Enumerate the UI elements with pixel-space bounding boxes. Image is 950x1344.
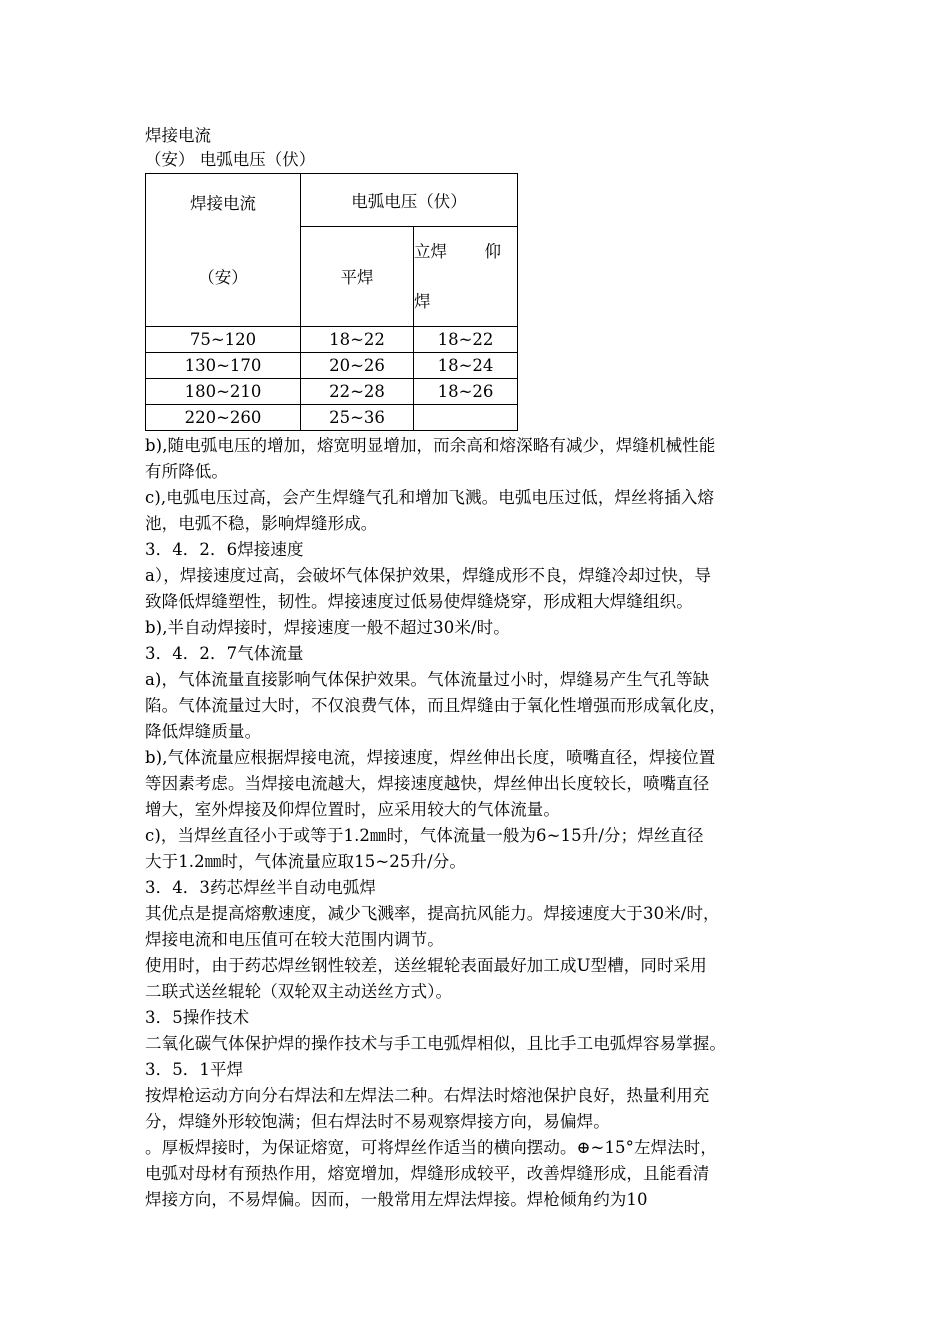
body-line: 3．5操作技术	[145, 1008, 250, 1027]
header-line: （安） 电弧电压（伏）	[145, 150, 316, 169]
table-row	[146, 379, 518, 405]
header-vertical-label: 立焊	[414, 241, 447, 261]
body-line: a)，气体流量直接影响气体保护效果。气体流量过小时，焊缝易产生气孔等缺	[145, 670, 710, 689]
body-line: 焊接方向，不易焊偏。因而，一般常用左焊法焊接。焊枪倾角约为10	[145, 1190, 648, 1209]
body-line: b),半自动焊接时，焊接速度一般不超过30米/时。	[145, 618, 510, 637]
body-line: 其优点是提高熔敷速度，减少飞溅率，提高抗风能力。焊接速度大于30米/时，	[145, 904, 720, 923]
body-line: 增大，室外焊接及仰焊位置时，应采用较大的气体流量。	[145, 800, 560, 819]
body-line: b),随电弧电压的增加，熔宽明显增加，而余高和熔深略有减少，焊缝机械性能	[145, 436, 716, 455]
body-line: 3．5．1平焊	[145, 1060, 244, 1079]
header-voltage-cell: 电弧电压（伏）	[301, 174, 518, 227]
header-flat-cell: 平焊	[301, 226, 414, 326]
body-line: 分，焊缝外形较饱满；但右焊法时不易观察焊接方向，易偏焊。	[145, 1112, 610, 1131]
body-line: 等因素考虑。当焊接电流越大，焊接速度越快，焊丝伸出长度较长，喷嘴直径	[145, 774, 710, 793]
cell-current: 180~210	[146, 379, 301, 405]
body-line: b),气体流量应根据焊接电流，焊接速度，焊丝伸出长度，喷嘴直径，焊接位置	[145, 748, 716, 767]
cell-flat: 20~26	[301, 353, 414, 379]
body-line: 使用时，由于药芯焊丝钢性较差，送丝辊轮表面最好加工成U型槽，同时采用	[145, 956, 707, 975]
body-line: c),电弧电压过高，会产生焊缝气孔和增加飞溅。电弧电压过低，焊丝将插入熔	[145, 488, 715, 507]
body-line: 按焊枪运动方向分右焊法和左焊法二种。右焊法时熔池保护良好，热量利用充	[145, 1086, 710, 1105]
table-row	[146, 405, 518, 431]
header-current-label: 焊接电流	[190, 194, 256, 213]
body-line: c)，当焊丝直径小于或等于1.2㎜时，气体流量一般为6~15升/分；焊丝直径	[145, 826, 704, 845]
body-line: 致降低焊缝塑性，韧性。焊接速度过低易使焊缝烧穿，形成粗大焊缝组织。	[145, 592, 693, 611]
header-overhead-label-cont: 焊	[414, 291, 431, 311]
header-current-cell	[146, 174, 301, 327]
body-line: 降低焊缝质量。	[145, 722, 262, 741]
cell-vertical: 18~26	[414, 379, 518, 405]
cell-current: 130~170	[146, 353, 301, 379]
header-lines	[145, 124, 815, 172]
body-text	[145, 433, 815, 1213]
cell-flat: 22~28	[301, 379, 414, 405]
body-line: 焊接电流和电压值可在较大范围内调节。	[145, 930, 444, 949]
cell-flat: 25~36	[301, 405, 414, 431]
body-line: 。厚板焊接时，为保证熔宽，可将焊丝作适当的横向摆动。⊕~15°左焊法时，	[145, 1138, 717, 1157]
body-line: 大于1.2㎜时，气体流量应取15~25升/分。	[145, 852, 466, 871]
cell-flat: 18~22	[301, 327, 414, 353]
body-line: 二氧化碳气体保护焊的操作技术与手工电弧焊相似，且比手工电弧焊容易掌握。	[145, 1034, 726, 1053]
header-overhead-label: 仰	[484, 241, 501, 261]
table-row	[146, 327, 518, 353]
table-row	[146, 353, 518, 379]
body-line: a），焊接速度过高，会破坏气体保护效果，焊缝成形不良，焊缝冷却过快，导	[145, 566, 712, 585]
body-line: 3．4．3药芯焊丝半自动电弧焊	[145, 878, 376, 897]
cell-current: 220~260	[146, 405, 301, 431]
body-line: 池，电弧不稳，影响焊缝形成。	[145, 514, 378, 533]
cell-current: 75~120	[146, 327, 301, 353]
body-line: 电弧对母材有预热作用，熔宽增加，焊缝形成较平，改善焊缝形成，且能看清	[145, 1164, 710, 1183]
voltage-table	[145, 173, 518, 431]
header-vertical-cell	[414, 226, 518, 326]
document-page	[145, 124, 815, 1213]
header-current-unit: （安）	[198, 268, 248, 287]
cell-vertical	[414, 405, 518, 431]
header-line: 焊接电流	[145, 126, 211, 145]
body-line: 有所降低。	[145, 462, 228, 481]
cell-vertical: 18~24	[414, 353, 518, 379]
cell-vertical: 18~22	[414, 327, 518, 353]
body-line: 陷。气体流量过大时，不仅浪费气体，而且焊缝由于氧化性增强而形成氧化皮，	[145, 696, 726, 715]
body-line: 二联式送丝辊轮（双轮双主动送丝方式）。	[145, 982, 453, 1001]
body-line: 3．4．2．7气体流量	[145, 644, 304, 663]
body-line: 3．4．2．6焊接速度	[145, 540, 304, 559]
